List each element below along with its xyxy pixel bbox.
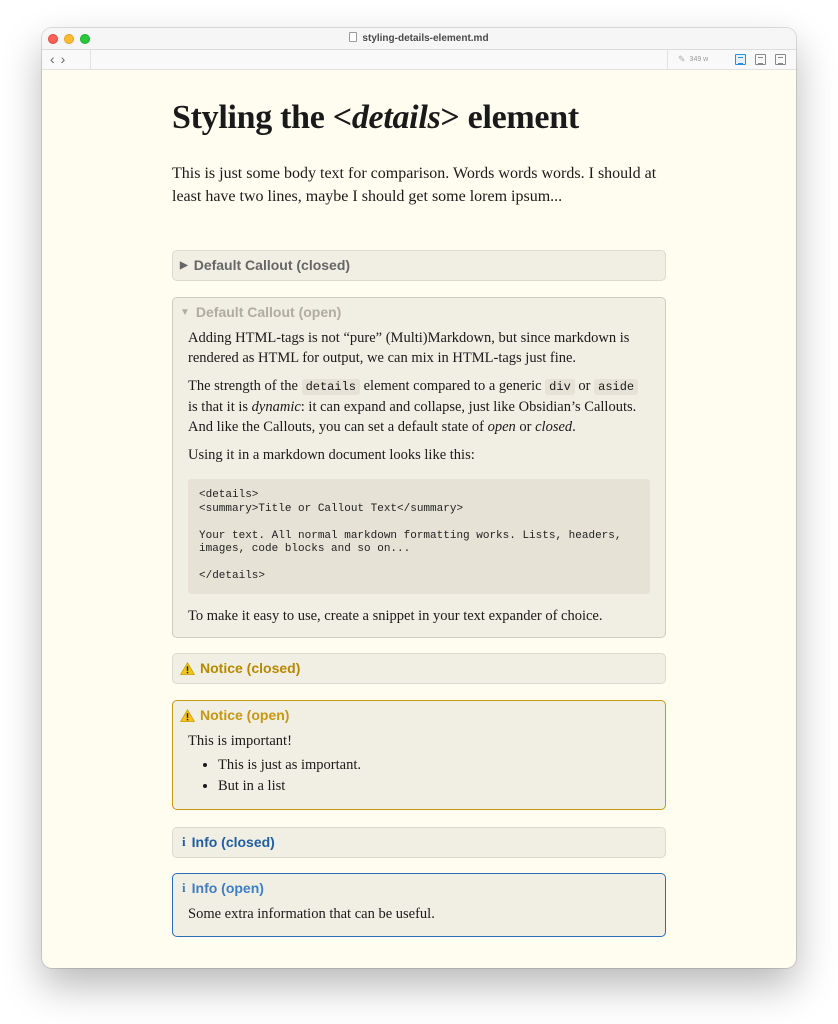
- notice-callout-closed[interactable]: [172, 653, 666, 684]
- forward-arrow-icon[interactable]: ›: [60, 51, 66, 67]
- info-callout-open[interactable]: [172, 873, 666, 937]
- summary-label: Default Callout (open): [195, 304, 342, 320]
- body-paragraph: This is just some body text for comparison. Words words words. I should at least have two lines, maybe I should get some lorem ipsum...: [172, 165, 657, 205]
- summary-label: Info (closed): [191, 834, 275, 850]
- callout-summary[interactable]: [173, 828, 665, 856]
- wand-icon: ✎: [678, 54, 686, 64]
- info-callout-closed[interactable]: [172, 827, 666, 858]
- document-icon: [349, 32, 357, 42]
- callout-summary[interactable]: [173, 654, 665, 682]
- navigation: [50, 51, 65, 67]
- document-content: [172, 98, 666, 922]
- toolbar-divider: [667, 50, 668, 70]
- code-block: <details> <summary>Title or Callout Text</summary> Your text. All normal markdown formatting works. Lists, headers, images, code blocks and so on... </details>: [188, 479, 650, 594]
- word-count-label: 349 w: [689, 56, 709, 63]
- callout-summary[interactable]: [173, 874, 665, 902]
- notice-callout-open[interactable]: [172, 700, 666, 810]
- callout-paragraph: The strength of the details element compared to a generic div or aside is that it is dynamic: it can expand and collapse, just like Obsidian’s Callouts. And like the Callouts, you can set a default state of open or closed.: [188, 378, 637, 435]
- summary-label: Notice (open): [200, 707, 290, 723]
- page-title: Styling the <details> element: [172, 99, 579, 136]
- warning-icon: [180, 662, 195, 675]
- default-callout-open[interactable]: [172, 297, 666, 638]
- info-icon: i: [182, 834, 186, 849]
- caret-down-icon: ▼: [180, 306, 190, 318]
- word-count[interactable]: [678, 54, 708, 65]
- summary-label: Notice (closed): [200, 660, 301, 676]
- inline-code: div: [545, 379, 575, 395]
- default-callout-closed[interactable]: [172, 250, 666, 281]
- split-mode-icon[interactable]: [775, 54, 786, 65]
- toolbar: [42, 50, 796, 70]
- source-mode-icon[interactable]: [755, 54, 766, 65]
- callout-paragraph: Some extra information that can be useful.: [188, 906, 435, 922]
- callout-summary[interactable]: [173, 251, 665, 279]
- list-item: • This is just as important.: [218, 755, 650, 775]
- inline-code: aside: [594, 379, 638, 395]
- view-mode-switcher: [735, 54, 786, 65]
- callout-paragraph: This is important!: [188, 733, 292, 749]
- callout-paragraph: Using it in a markdown document looks like this:: [188, 447, 475, 463]
- list-item: • But in a list: [218, 776, 650, 796]
- callout-paragraph: Adding HTML-tags is not “pure” (Multi)Markdown, but since markdown is rendered as HTML for output, we can mix in HTML-tags just fine.: [188, 330, 630, 366]
- callout-body: [173, 904, 665, 936]
- info-icon: i: [182, 880, 186, 895]
- summary-label: Info (open): [191, 880, 264, 896]
- callout-paragraph: To make it easy to use, create a snippet in your text expander of choice.: [188, 607, 603, 624]
- caret-right-icon: ▶: [180, 259, 188, 271]
- window-title: styling-details-element.md: [42, 32, 796, 44]
- preview-mode-icon[interactable]: [735, 54, 746, 65]
- inline-code: details: [302, 379, 360, 395]
- title-bar: [42, 28, 796, 50]
- callout-summary[interactable]: [173, 298, 665, 326]
- callout-summary[interactable]: [173, 701, 665, 729]
- back-arrow-icon[interactable]: ‹: [50, 51, 55, 67]
- callout-body: [173, 328, 665, 638]
- app-window: [42, 28, 796, 968]
- warning-icon: [180, 709, 195, 722]
- bullet-list: [218, 755, 650, 796]
- callout-body: [173, 731, 665, 808]
- toolbar-divider: [90, 50, 91, 70]
- summary-label: Default Callout (closed): [193, 257, 351, 273]
